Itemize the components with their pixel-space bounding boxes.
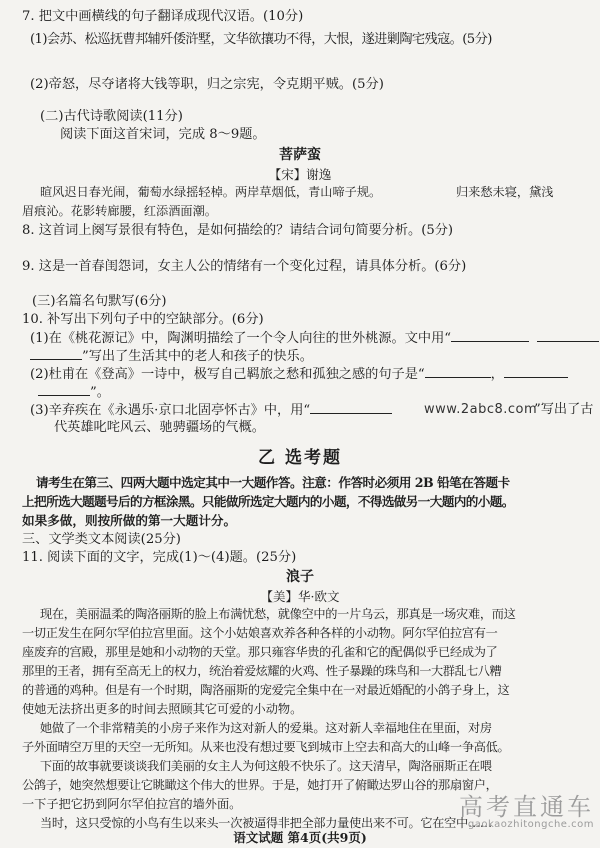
page-footer: 语文试题 第4页(共9页) [233,830,367,845]
answer-blank[interactable] [38,383,90,396]
q7-sub1: (1)会苏、松巡抚曹邦辅歼倭浒墅，文华欲攘功不得，大恨，遂进剿陶宅残寇。(5分) [30,32,492,47]
q11: 11. 阅读下面的文字，完成(1)～(4)题。(25分) [22,550,297,565]
q10-2a [30,365,568,383]
story-line: 使她无法挤出更多的时间去照顾其它可爱的小动物。 [22,702,303,716]
story-line: 下面的故事就要谈谈我们美丽的女主人为何这般不快乐了。这天清早，陶洛丽斯正在喂 [40,759,492,773]
story-line: 座废弃的宫殿，那里是她和小动物的天堂。那只雍容华贵的孔雀和它的配偶似乎已经成为了 [22,645,498,659]
story-line: 一下子把它扔到阿尔罕伯拉宫的墙外面。 [22,797,242,811]
answer-blank[interactable] [451,329,529,342]
part-note-1: 请考生在第三、四两大题中选定其中一大题作答。注意：作答时必须用 2B 铅笔在答题卡 [36,475,510,490]
sec4-title: 三、文学类文本阅读(25分) [22,532,181,547]
part-note-2: 上把所选大题题号后的方框涂黑。只能做所选定大题内的小题，不得选做另一大题内的小题。 [22,494,514,509]
answer-blank[interactable] [30,347,82,360]
poem-line1b: 归来愁未寝，黛浅 [456,185,554,199]
poem-line2: 眉痕沁。花影转廊腰，红添酒面潮。 [22,204,217,218]
q10-2-close: ”。 [90,385,110,400]
sec2-title: (二)古代诗歌阅读(11分) [40,109,183,124]
q10-3c: 代英雄叱咤风云、驰骋疆场的气概。 [54,420,265,435]
part-title: 乙 选考题 [258,448,342,468]
story-author: 【美】华·欧文 [260,589,340,604]
part-note-3: 如果多做，则按所做的第一大题计分。 [22,513,237,528]
q10-1b-text: ”写出了生活其中的老人和孩子的快乐。 [82,349,313,364]
story-line: 公鸽子，她突然想要让它眺瞰这个伟大的世界。于是，她打开了俯瞰达罗山谷的那扇窗户， [22,778,498,792]
logo-text: 高考直通车 [459,793,594,821]
logo-url: gaokaozhitongche.com [467,819,594,830]
story-line: 那里的王者，拥有至高无上的权力，统治着爱炫耀的火鸡、性子暴躁的珠鸟和一大群乱七八糟 [22,664,502,678]
story-line: 子外面晴空万里的天空一无所知。从来也没有想过要飞到城市上空去和高大的山峰一争高低。 [22,740,510,754]
watermark: www.2abc8.com [424,402,538,417]
q10-1a-text: (1)在《桃花源记》中，陶渊明描绘了一个令人向往的世外桃源。文中用“ [30,331,452,346]
q8: 8. 这首词上阕写景很有特色，是如何描绘的？请结合词句简要分析。(5分) [22,223,454,238]
q10-2b [38,383,110,401]
q10-3a-text: (3)辛弃疾在《永遇乐·京口北固亭怀古》中，用“ [30,403,311,418]
answer-blank[interactable] [504,365,568,378]
site-logo [459,795,594,830]
poem-line1: 暄风迟日春光闹，葡萄水绿摇轻棹。两岸草烟低，青山啼子规。 [40,185,382,199]
q7-sub2: (2)帝怒，尽夺诸将大钱等职，归之宗宪，令克期平贼。(5分) [30,77,384,92]
q7-title: 7. 把文中画横线的句子翻译成现代汉语。(10分) [22,9,304,24]
q9: 9. 这是一首春闺怨词，女主人公的情绪有一个变化过程，请具体分析。(6分) [22,259,467,274]
answer-blank[interactable] [310,401,392,414]
q10-1a [30,329,599,347]
q10-3a [30,401,392,419]
sec2-intro: 阅读下面这首宋词，完成 8～9题。 [60,127,266,142]
answer-blank[interactable] [537,329,599,342]
q10-1b [30,347,313,365]
q10: 10. 补写出下列句子中的空缺部分。(6分) [22,312,264,327]
story-line: 的普通的鸡种。但是有一个时期，陶洛丽斯的宠爱完全集中在一对最近婚配的小鸽子身上，这 [22,683,510,697]
q10-2a-text: (2)杜甫在《登高》一诗中，极写自己羁旅之愁和孤独之感的句子是“ [30,367,425,382]
story-line: 她做了一个非常精美的小房子来作为这对新人的爱巢。这对新人幸福地住在里面，对房 [40,721,492,735]
q10-3b: ”写出了古 [534,402,594,417]
q10-2-comma: ， [490,367,504,382]
story-line: 当时，这只受惊的小鸟有生以来头一次被逼得非把全部力量使出来不可。它在空中…… [40,816,492,830]
poem-title: 菩萨蛮 [279,147,321,163]
story-title: 浪子 [286,569,314,585]
sec3-title: (三)名篇名句默写(6分) [32,294,167,309]
answer-blank[interactable] [425,365,491,378]
story-line: 一切正发生在阿尔罕伯拉宫里面。这个小姑娘喜欢养各种各样的小动物。阿尔罕伯拉宫有一 [22,626,498,640]
story-line: 现在，美丽温柔的陶洛丽斯的脸上布满忧愁，就像空中的一片乌云，那真是一场灾难，而这 [40,607,516,621]
poem-author: 【宋】谢逸 [268,167,332,182]
